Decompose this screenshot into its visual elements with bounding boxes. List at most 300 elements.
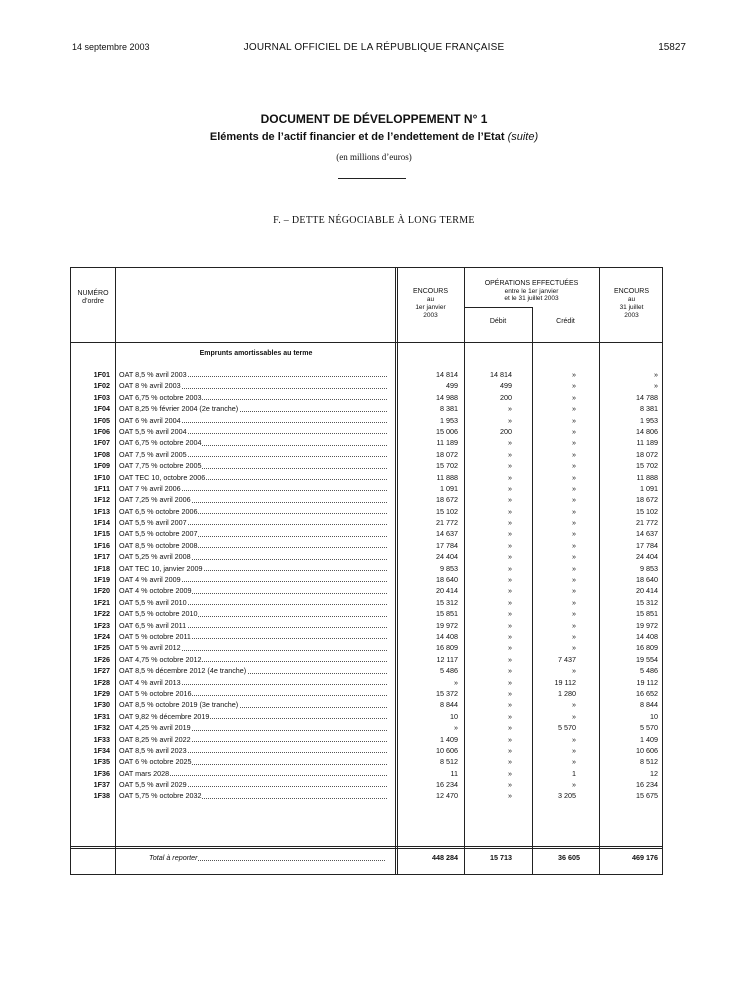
row-number: 1F28: [93, 677, 110, 687]
row-encours-start: 20 414: [436, 586, 458, 596]
table-row: [71, 779, 664, 790]
row-encours-start: 15 006: [436, 426, 458, 436]
table-row: [71, 631, 664, 642]
row-debit: »: [508, 449, 512, 459]
row-label: [119, 392, 391, 403]
row-debit: »: [508, 654, 512, 664]
table-row: [71, 517, 664, 528]
table-row: [71, 380, 664, 391]
row-label-text: OAT 8,25 % avril 2022: [119, 734, 191, 744]
row-label: [119, 494, 391, 505]
table-row: [71, 790, 664, 801]
header-encours-start-l1: ENCOURS: [412, 288, 448, 295]
document-title: DOCUMENT DE DÉVELOPPEMENT N° 1: [260, 112, 488, 126]
row-label-text: OAT 5,25 % avril 2008: [119, 552, 191, 562]
header-encours-start-l4: 2003: [423, 312, 438, 319]
header-divider: [71, 342, 662, 343]
row-encours-end: 15 102: [636, 506, 658, 516]
row-encours-start: »: [454, 677, 458, 687]
row-label: [119, 699, 391, 710]
row-number: 1F06: [93, 426, 110, 436]
row-credit: »: [572, 461, 576, 471]
row-debit: 499: [500, 381, 512, 391]
row-credit: »: [572, 700, 576, 710]
row-credit: »: [572, 381, 576, 391]
row-number: 1F32: [93, 723, 110, 733]
row-label: [119, 369, 391, 380]
row-encours-start: 24 404: [436, 552, 458, 562]
total-row: [71, 851, 664, 865]
row-debit: »: [508, 711, 512, 721]
row-label-text: OAT 4 % octobre 2009: [119, 586, 192, 596]
row-encours-start: 15 312: [436, 597, 458, 607]
table-row: [71, 426, 664, 437]
row-debit: »: [508, 700, 512, 710]
row-debit: »: [508, 575, 512, 585]
row-credit: »: [572, 518, 576, 528]
row-credit: »: [572, 438, 576, 448]
total-label: [149, 851, 389, 865]
row-encours-end: 16 652: [636, 688, 658, 698]
row-debit: »: [508, 552, 512, 562]
row-label: [119, 449, 391, 460]
row-credit: »: [572, 415, 576, 425]
row-number: 1F26: [93, 654, 110, 664]
row-number: 1F19: [93, 575, 110, 585]
row-encours-end: 14 637: [636, 529, 658, 539]
row-encours-end: 14 788: [636, 392, 658, 402]
row-label-text: OAT 4,25 % avril 2019: [119, 723, 191, 733]
row-encours-end: 1 409: [640, 734, 658, 744]
row-encours-start: 9 853: [440, 563, 458, 573]
row-credit: »: [572, 552, 576, 562]
row-encours-end: 16 234: [636, 780, 658, 790]
row-credit: »: [572, 449, 576, 459]
row-credit: »: [572, 643, 576, 653]
row-debit: »: [508, 472, 512, 482]
row-label: [119, 563, 391, 574]
row-label: [119, 677, 391, 688]
row-encours-end: »: [654, 370, 658, 379]
row-encours-end: 24 404: [636, 552, 658, 562]
header-numero: [71, 290, 115, 306]
row-label-text: OAT 4 % avril 2013: [119, 677, 181, 687]
header-date: 14 septembre 2003: [72, 42, 150, 52]
row-encours-end: 10 606: [636, 745, 658, 755]
row-debit: »: [508, 563, 512, 573]
row-encours-end: 1 953: [640, 415, 658, 425]
row-debit: »: [508, 768, 512, 778]
table-row: [71, 597, 664, 608]
table-row: [71, 437, 664, 448]
total-encours-end: 469 176: [632, 853, 658, 862]
row-encours-start: 1 091: [440, 483, 458, 493]
row-credit: »: [572, 711, 576, 721]
row-credit: »: [572, 404, 576, 414]
header-encours-end: [599, 288, 664, 320]
row-credit: »: [572, 495, 576, 505]
section-label: Emprunts amortissables au terme: [199, 350, 313, 357]
row-label-text: OAT 7,5 % avril 2005: [119, 449, 187, 459]
row-encours-end: 17 784: [636, 540, 658, 550]
table-row: [71, 506, 664, 517]
row-encours-start: 10: [450, 711, 458, 721]
row-encours-end: 18 072: [636, 449, 658, 459]
header-encours-start-l2: au: [426, 296, 435, 303]
header-encours-start: [397, 288, 464, 320]
row-credit: »: [572, 620, 576, 630]
row-encours-end: 20 414: [636, 586, 658, 596]
row-label: [119, 631, 391, 642]
row-label-text: OAT 6,5 % avril 2011: [119, 620, 187, 630]
row-label-text: OAT 5,5 % avril 2010: [119, 597, 187, 607]
row-debit: »: [508, 780, 512, 790]
row-number: 1F03: [93, 392, 110, 402]
row-encours-start: 21 772: [436, 518, 458, 528]
row-label: [119, 597, 391, 608]
row-encours-start: 16 234: [436, 780, 458, 790]
row-number: 1F14: [93, 518, 110, 528]
row-debit: »: [508, 483, 512, 493]
row-label-text: OAT 5,5 % octobre 2007: [119, 529, 198, 539]
row-label-text: OAT 6 % avril 2004: [119, 415, 181, 425]
row-encours-end: 14 408: [636, 631, 658, 641]
row-label: [119, 779, 391, 790]
row-debit: »: [508, 597, 512, 607]
row-number: 1F11: [94, 483, 110, 493]
table-row: [71, 585, 664, 596]
row-label-text: OAT 9,82 % décembre 2019: [119, 711, 210, 721]
table-row: [71, 460, 664, 471]
row-label: [119, 528, 391, 539]
row-number: 1F01: [93, 370, 110, 379]
row-encours-start: 11: [450, 768, 458, 778]
row-label: [119, 517, 391, 528]
header-operations-l3: et le 31 juillet 2003: [504, 295, 559, 302]
row-credit: 5 570: [558, 723, 576, 733]
row-number: 1F25: [93, 643, 110, 653]
row-debit: »: [508, 620, 512, 630]
row-debit: »: [508, 540, 512, 550]
row-encours-start: 15 372: [436, 688, 458, 698]
row-label: [119, 426, 391, 437]
row-credit: »: [572, 529, 576, 539]
row-encours-end: 14 806: [636, 426, 658, 436]
row-encours-end: 15 702: [636, 461, 658, 471]
row-number: 1F07: [93, 438, 110, 448]
row-number: 1F29: [93, 688, 110, 698]
row-number: 1F15: [93, 529, 110, 539]
row-encours-start: 8 844: [440, 700, 458, 710]
row-number: 1F21: [93, 597, 110, 607]
row-label-text: OAT 5 % octobre 2016: [119, 688, 192, 698]
row-label: [119, 585, 391, 596]
row-debit: »: [508, 643, 512, 653]
row-number: 1F30: [93, 700, 110, 710]
row-credit: »: [572, 563, 576, 573]
row-debit: »: [508, 586, 512, 596]
row-label-text: OAT 4,75 % octobre 2012: [119, 654, 202, 664]
header-journal-title: JOURNAL OFFICIEL DE LA RÉPUBLIQUE FRANÇAISE: [243, 42, 505, 53]
row-encours-end: 15 851: [636, 609, 658, 619]
row-label: [119, 608, 391, 619]
row-encours-start: 1 409: [440, 734, 458, 744]
table-row: [71, 528, 664, 539]
table-row: [71, 688, 664, 699]
row-label: [119, 665, 391, 676]
title-divider: [338, 178, 406, 179]
row-number: 1F10: [93, 472, 110, 482]
row-debit: »: [508, 791, 512, 801]
row-label-text: OAT 5 % avril 2012: [119, 643, 181, 653]
row-label-text: OAT 8,5 % avril 2003: [119, 370, 187, 379]
row-encours-end: 19 972: [636, 620, 658, 630]
row-label-text: OAT TEC 10, octobre 2006: [119, 472, 206, 482]
row-label-text: OAT 4 % avril 2009: [119, 575, 181, 585]
row-debit: »: [508, 495, 512, 505]
table-body: [71, 369, 664, 802]
row-number: 1F17: [93, 552, 110, 562]
row-debit: 200: [500, 392, 512, 402]
row-encours-end: 10: [650, 711, 658, 721]
row-label: [119, 472, 391, 483]
row-label: [119, 756, 391, 767]
row-credit: »: [572, 506, 576, 516]
row-encours-start: 15 702: [436, 461, 458, 471]
row-encours-end: 8 512: [640, 757, 658, 767]
table-row: [71, 756, 664, 767]
row-label-text: OAT 6 % octobre 2025: [119, 757, 192, 767]
row-label-text: OAT 8,5 % octobre 2019 (3e tranche): [119, 700, 239, 710]
row-number: 1F18: [93, 563, 110, 573]
row-debit: 200: [500, 426, 512, 436]
row-label: [119, 506, 391, 517]
row-encours-start: »: [454, 723, 458, 733]
row-label: [119, 460, 391, 471]
table-row: [71, 494, 664, 505]
row-number: 1F16: [93, 540, 110, 550]
row-credit: »: [572, 631, 576, 641]
table-row: [71, 551, 664, 562]
row-label: [119, 551, 391, 562]
table-row: [71, 472, 664, 483]
row-encours-start: 1 953: [440, 415, 458, 425]
row-number: 1F23: [93, 620, 110, 630]
row-label: [119, 654, 391, 665]
row-encours-end: 9 853: [640, 563, 658, 573]
row-encours-end: 12: [650, 768, 658, 778]
row-label-text: OAT 6,5 % octobre 2006: [119, 506, 198, 516]
row-encours-end: 21 772: [636, 518, 658, 528]
table-row: [71, 642, 664, 653]
total-debit: 15 713: [490, 853, 512, 862]
table-row: [71, 540, 664, 551]
row-debit: »: [508, 609, 512, 619]
table-row: [71, 768, 664, 779]
row-number: 1F38: [93, 791, 110, 801]
row-encours-start: 15 851: [436, 609, 458, 619]
row-encours-start: 12 470: [436, 791, 458, 801]
row-encours-end: 19 112: [636, 677, 658, 687]
table-row: [71, 711, 664, 722]
row-number: 1F24: [93, 631, 110, 641]
row-encours-start: 17 784: [436, 540, 458, 550]
total-divider: [71, 846, 662, 849]
row-encours-start: 19 972: [436, 620, 458, 630]
row-label: [119, 620, 391, 631]
row-number: 1F20: [93, 586, 110, 596]
row-encours-end: 8 381: [640, 404, 658, 414]
row-label: [119, 734, 391, 745]
row-debit: »: [508, 404, 512, 414]
row-encours-end: 15 312: [636, 597, 658, 607]
row-debit: »: [508, 506, 512, 516]
table-row: [71, 722, 664, 733]
header-numero-l2: d’ordre: [82, 298, 104, 305]
row-encours-end: 5 570: [640, 723, 658, 733]
row-label-text: OAT 5,5 % octobre 2010: [119, 609, 198, 619]
row-credit: »: [572, 472, 576, 482]
table-row: [71, 449, 664, 460]
row-credit: 1: [572, 768, 576, 778]
row-credit: 7 437: [558, 654, 576, 664]
row-label-text: OAT 8 % avril 2003: [119, 381, 181, 391]
table-row: [71, 415, 664, 426]
row-label-text: OAT 8,5 % décembre 2012 (4e tranche): [119, 666, 247, 676]
header-credit: Crédit: [556, 318, 575, 325]
document-unit: (en millions d’euros): [336, 152, 412, 162]
header-encours-start-l3: 1er janvier: [415, 304, 446, 311]
row-label-text: OAT 5,5 % avril 2004: [119, 426, 187, 436]
row-label: [119, 642, 391, 653]
row-label-text: OAT 6,75 % octobre 2003: [119, 392, 202, 402]
row-encours-end: 18 672: [636, 495, 658, 505]
table-row: [71, 608, 664, 619]
row-encours-start: 15 102: [436, 506, 458, 516]
row-label: [119, 745, 391, 756]
total-label-text: Total à reporter: [149, 853, 198, 862]
row-number: 1F31: [93, 711, 110, 721]
header-encours-end-l1: ENCOURS: [613, 288, 649, 295]
row-encours-start: 18 072: [436, 449, 458, 459]
row-number: 1F36: [93, 768, 110, 778]
row-encours-start: 499: [446, 381, 458, 391]
row-debit: »: [508, 529, 512, 539]
row-debit: »: [508, 677, 512, 687]
row-debit: »: [508, 461, 512, 471]
row-number: 1F13: [93, 506, 110, 516]
row-label-text: OAT TEC 10, janvier 2009: [119, 563, 203, 573]
row-label: [119, 415, 391, 426]
table-row: [71, 699, 664, 710]
row-label: [119, 483, 391, 494]
row-encours-start: 10 606: [436, 745, 458, 755]
row-number: 1F27: [93, 666, 110, 676]
row-debit: »: [508, 518, 512, 528]
row-label: [119, 790, 391, 801]
header-operations-l2: entre le 1er janvier: [504, 288, 559, 295]
row-label-text: OAT 5,5 % avril 2029: [119, 780, 187, 790]
header-operations: [464, 280, 599, 302]
row-debit: »: [508, 745, 512, 755]
table-row: [71, 403, 664, 414]
row-encours-start: 12 117: [436, 654, 458, 664]
header-encours-end-l3: 31 juillet: [619, 304, 644, 311]
row-debit: »: [508, 631, 512, 641]
row-encours-start: 14 988: [436, 392, 458, 402]
row-encours-end: 16 809: [636, 643, 658, 653]
row-label-text: OAT 8,5 % octobre 2008: [119, 540, 198, 550]
row-number: 1F35: [93, 757, 110, 767]
row-label: [119, 380, 391, 391]
table-row: [71, 654, 664, 665]
row-number: 1F34: [93, 745, 110, 755]
row-number: 1F04: [93, 404, 110, 414]
row-label: [119, 722, 391, 733]
row-number: 1F02: [93, 381, 110, 391]
document-subtitle: [0, 131, 748, 143]
row-encours-start: 14 637: [436, 529, 458, 539]
row-debit: »: [508, 415, 512, 425]
row-credit: »: [572, 757, 576, 767]
row-number: 1F12: [93, 495, 110, 505]
header-encours-end-l4: 2003: [624, 312, 639, 319]
row-encours-start: 14 814: [436, 370, 458, 379]
row-credit: »: [572, 609, 576, 619]
row-credit: 1 280: [558, 688, 576, 698]
row-encours-end: 19 554: [636, 654, 658, 664]
row-debit: »: [508, 723, 512, 733]
header-page-number: 15827: [658, 42, 686, 53]
row-number: 1F37: [93, 780, 110, 790]
row-debit: »: [508, 757, 512, 767]
row-number: 1F08: [93, 449, 110, 459]
row-encours-start: 8 512: [440, 757, 458, 767]
row-label-text: OAT 7,25 % avril 2006: [119, 495, 191, 505]
debt-table: [70, 267, 663, 875]
row-debit: »: [508, 438, 512, 448]
row-debit: »: [508, 666, 512, 676]
row-encours-end: 5 486: [640, 666, 658, 676]
row-encours-end: 15 675: [636, 791, 658, 801]
row-encours-end: 11 189: [636, 438, 658, 448]
row-number: 1F09: [93, 461, 110, 471]
row-credit: »: [572, 780, 576, 790]
row-encours-end: 8 844: [640, 700, 658, 710]
row-label-text: OAT 6,75 % octobre 2004: [119, 438, 202, 448]
row-encours-start: 18 672: [436, 495, 458, 505]
row-encours-start: 18 640: [436, 575, 458, 585]
row-credit: »: [572, 597, 576, 607]
row-label-text: OAT 7 % avril 2006: [119, 483, 181, 493]
row-number: 1F33: [93, 734, 110, 744]
row-credit: »: [572, 426, 576, 436]
row-encours-end: 1 091: [640, 483, 658, 493]
table-row: [71, 745, 664, 756]
table-row: [71, 620, 664, 631]
row-encours-end: »: [654, 381, 658, 391]
row-encours-start: 16 809: [436, 643, 458, 653]
table-row: [71, 734, 664, 745]
row-label: [119, 688, 391, 699]
row-encours-start: 5 486: [440, 666, 458, 676]
document-subtitle-text: Eléments de l’actif financier et de l’endettement de l’Etat: [209, 131, 505, 143]
row-encours-start: 11 888: [436, 472, 458, 482]
row-encours-start: 8 381: [440, 404, 458, 414]
row-debit: »: [508, 688, 512, 698]
row-label: [119, 768, 391, 779]
table-row: [71, 574, 664, 585]
